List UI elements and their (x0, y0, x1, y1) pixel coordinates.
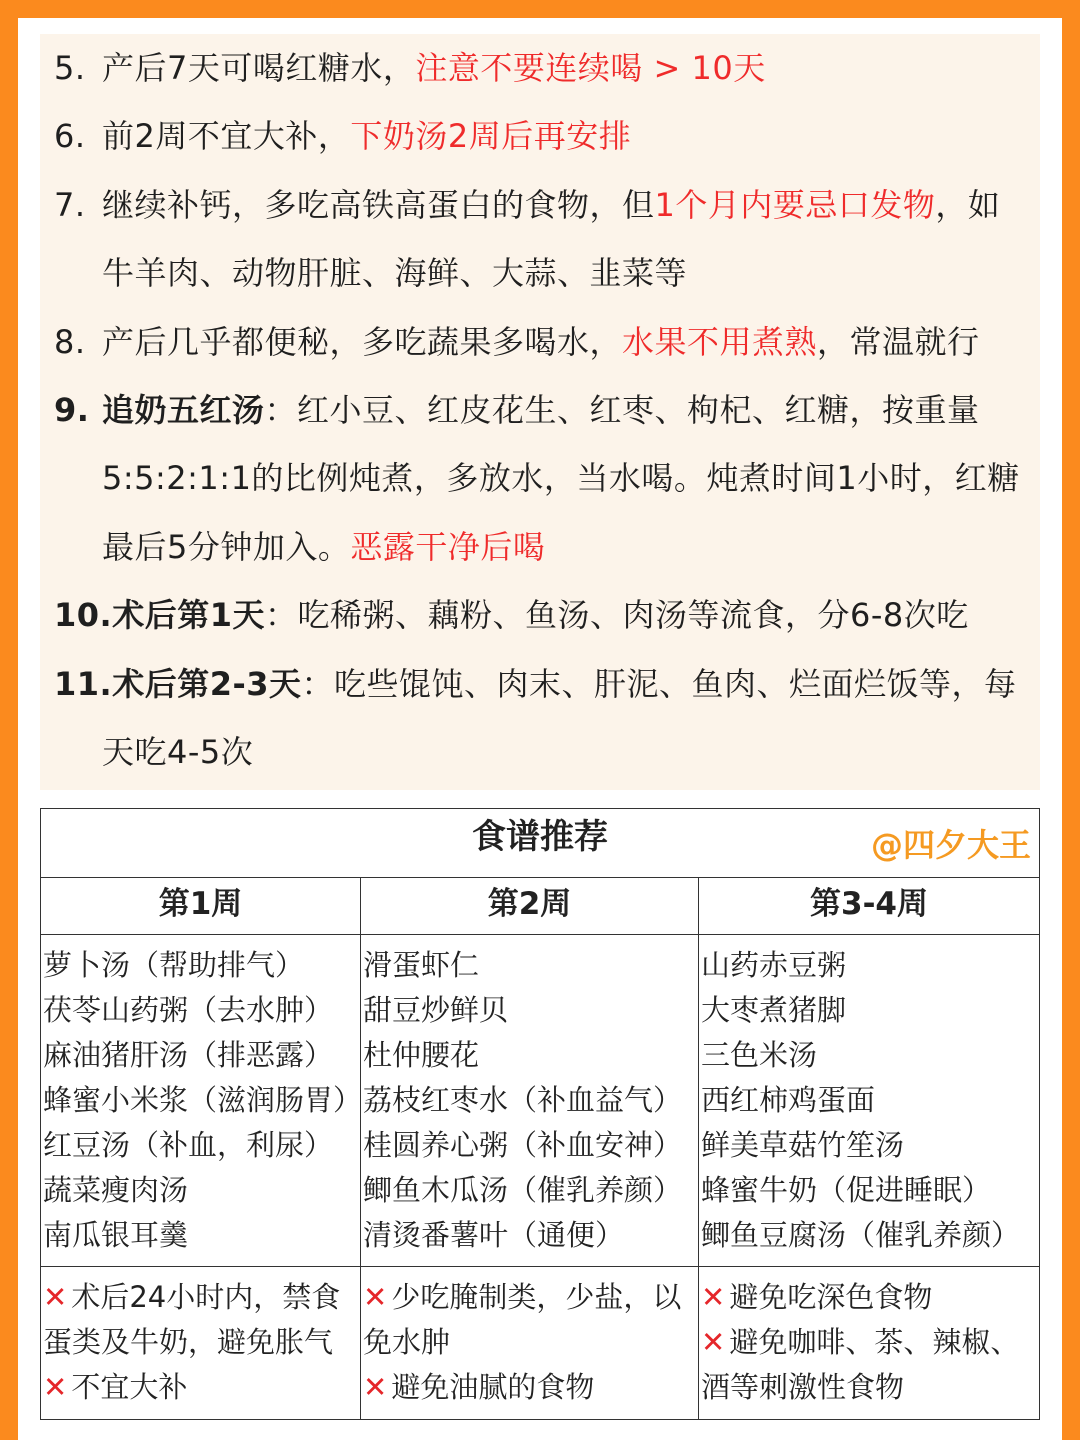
table-title-cell (41, 809, 1040, 878)
tip-highlight: 水果不用煮熟 (622, 322, 818, 361)
cross-icon: ✕ (701, 1325, 726, 1359)
recipe-item: 茯苓山药粥（去水肿） (43, 993, 334, 1027)
header-week-3-4: 第3-4周 (699, 878, 1040, 935)
tip-highlight: 下奶汤2周后再安排 (350, 117, 632, 156)
tip-highlight: 1个月内要忌口发物 (654, 185, 936, 224)
tip-text: 产后几乎都便秘，多吃蔬果多喝水， (102, 322, 623, 361)
tip-line (54, 102, 631, 170)
caution-text: 不宜大补 (71, 1370, 188, 1404)
recipe-item: 麻油猪肝汤（排恶露） (43, 1038, 334, 1072)
caution-text: 蛋类及牛奶，避免胀气 (43, 1325, 334, 1359)
tip-number: 8. (54, 322, 86, 361)
tip-number: 5. (54, 49, 86, 87)
recipe-item: 三色米汤 (701, 1038, 818, 1072)
tip-text: 产后7天可喝红糖水， (102, 49, 416, 87)
cross-icon: ✕ (43, 1280, 68, 1314)
recipe-item: 蔬菜瘦肉汤 (43, 1173, 189, 1207)
recipe-item: 蜂蜜小米浆（滋润肠胃） (43, 1083, 363, 1117)
cautions-week-3-4 (699, 1267, 1040, 1420)
caution-text: 避免咖啡、茶、辣椒、 (729, 1325, 1020, 1359)
caution-text: 免水肿 (363, 1325, 451, 1359)
recipe-item: 鲫鱼木瓜汤（催乳养颜） (363, 1173, 683, 1207)
cross-icon: ✕ (43, 1370, 68, 1404)
recipe-item: 清烫番薯叶（通便） (363, 1218, 625, 1252)
caution-line (363, 1320, 698, 1365)
tip-line (54, 444, 1020, 512)
tip-text: ：吃稀粥、藕粉、鱼汤、肉汤等流食，分6-8次吃 (264, 596, 969, 635)
recipes-week-1 (41, 935, 361, 1267)
cross-icon: ✕ (363, 1370, 388, 1404)
caution-text: 酒等刺激性食物 (701, 1370, 905, 1404)
tip-line (54, 376, 980, 444)
cross-icon: ✕ (363, 1280, 388, 1314)
tip-heading: 术后第2-3天 (112, 664, 302, 703)
recipe-item: 鲫鱼豆腐汤（催乳养颜） (701, 1218, 1021, 1252)
tip-line (54, 239, 687, 307)
tip-highlight: 恶露干净后喝 (350, 527, 546, 566)
recipe-item: 滑蛋虾仁 (363, 948, 480, 982)
tip-text: 天吃4-5次 (102, 733, 254, 771)
caution-text: 少吃腌制类，少盐，以 (391, 1280, 682, 1314)
recipe-item: 甜豆炒鲜贝 (363, 993, 509, 1027)
recipe-item: 山药赤豆粥 (701, 948, 847, 982)
tip-line (54, 650, 1017, 718)
header-week-1: 第1周 (41, 878, 361, 935)
recipe-item: 荔枝红枣水（补血益气） (363, 1083, 683, 1117)
recipe-item: 杜仲腰花 (363, 1038, 480, 1072)
caution-line (363, 1365, 698, 1410)
recipe-item: 萝卜汤（帮助排气） (43, 948, 305, 982)
recipe-item: 大枣煮猪脚 (701, 993, 847, 1027)
tip-text: 5:5:2:1:1的比例炖煮，多放水，当水喝。炖煮时间1小时，红糖 (102, 459, 1020, 498)
tip-line (54, 34, 766, 102)
tip-line (54, 308, 980, 376)
tip-text: 继续补钙，多吃高铁高蛋白的食物，但 (102, 185, 655, 224)
recipe-item: 南瓜银耳羹 (43, 1218, 189, 1252)
recipe-item: 蜂蜜牛奶（促进睡眠） (701, 1173, 992, 1207)
caution-text: 避免吃深色食物 (729, 1280, 933, 1314)
cautions-week-2 (361, 1267, 699, 1420)
caution-line (43, 1365, 360, 1410)
tip-number: 11. (54, 664, 113, 703)
tip-text: 牛羊肉、动物肝脏、海鲜、大蒜、韭菜等 (102, 254, 688, 293)
tip-heading: 术后第1天 (112, 596, 265, 635)
table-title: 食谱推荐 (472, 817, 609, 857)
caution-text: 避免油腻的食物 (391, 1370, 595, 1404)
tip-line (54, 718, 253, 786)
tips-panel (40, 34, 1040, 790)
tip-text: ，如 (935, 185, 1001, 224)
recipe-item: 桂圆养心粥（补血安神） (363, 1128, 683, 1162)
recipe-item: 红豆汤（补血，利尿） (43, 1128, 334, 1162)
tip-line (54, 171, 1000, 239)
recipe-item: 鲜美草菇竹笙汤 (701, 1128, 905, 1162)
tip-text: 前2周不宜大补， (102, 117, 351, 156)
caution-line (43, 1275, 360, 1320)
tip-text: ：吃些馄饨、肉末、肝泥、鱼肉、烂面烂饭等，每 (301, 664, 1017, 703)
tip-text: ：红小豆、红皮花生、红枣、枸杞、红糖，按重量 (264, 391, 980, 429)
recipe-item: 西红柿鸡蛋面 (701, 1083, 876, 1117)
recipes-week-3-4 (699, 935, 1040, 1267)
caution-line (43, 1320, 360, 1365)
tip-text: ，常温就行 (817, 322, 980, 361)
author-watermark: @四夕大王 (871, 826, 1032, 864)
tip-heading: 追奶五红汤 (102, 391, 265, 429)
tip-line (54, 513, 545, 581)
recipe-table (40, 808, 1040, 1420)
cross-icon: ✕ (701, 1280, 726, 1314)
tip-number: 7. (54, 185, 86, 224)
caution-line (701, 1320, 1039, 1365)
tip-line (54, 581, 969, 649)
tip-number: 6. (54, 117, 86, 156)
recipes-week-2 (361, 935, 699, 1267)
tip-number: 9. (54, 391, 90, 429)
tip-text: 最后5分钟加入。 (102, 527, 351, 566)
header-week-2: 第2周 (361, 878, 699, 935)
cautions-week-1 (41, 1267, 361, 1420)
caution-line (363, 1275, 698, 1320)
caution-text: 术后24小时内，禁食 (71, 1280, 341, 1314)
tip-number: 10. (54, 596, 113, 635)
caution-line (701, 1275, 1039, 1320)
tip-highlight: 注意不要连续喝 > 10天 (415, 49, 766, 87)
caution-line (701, 1365, 1039, 1410)
